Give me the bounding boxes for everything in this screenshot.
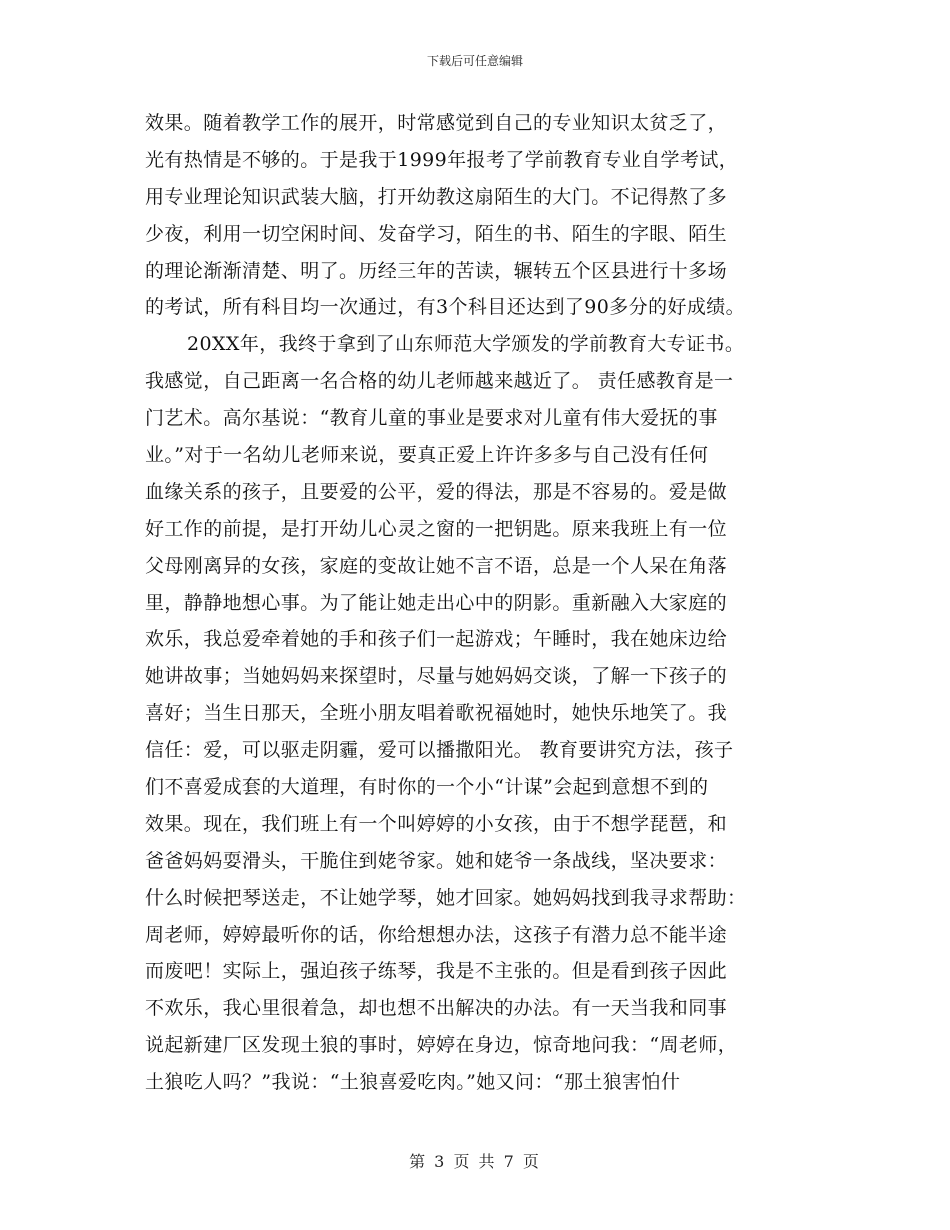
body-line: 爸爸妈妈耍滑头，干脆住到姥爷家。她和姥爷一条战线，坚决要求： <box>145 849 728 872</box>
body-line: 土狼吃人吗？”我说：“土狼喜爱吃肉。”她又问：“那土狼害怕什 <box>145 1071 681 1094</box>
paragraph-start-line: 20XX年，我终于拿到了山东师范大学颁发的学前教育大专证书。 <box>187 333 745 356</box>
body-line: 业。”对于一名幼儿老师来说，要真正爱上许许多多与自己没有任何 <box>145 444 709 467</box>
page-footer: 第 3 页 共 7 页 <box>409 1152 541 1171</box>
body-line: 喜好；当生日那天，全班小朋友唱着歌祝福她时，她快乐地笑了。我 <box>145 702 728 725</box>
body-line: 的考试，所有科目均一次通过，有3个科目还达到了90多分的好成绩。 <box>145 296 746 319</box>
body-line: 里，静静地想心事。为了能让她走出心中的阴影。重新融入大家庭的 <box>145 591 728 614</box>
body-line: 不欢乐，我心里很着急，却也想不出解决的办法。有一天当我和同事 <box>145 997 728 1020</box>
body-line: 用专业理论知识武装大脑，打开幼教这扇陌生的大门。不记得熬了多 <box>145 185 728 208</box>
body-line: 周老师，婷婷最听你的话，你给想想办法，这孩子有潜力总不能半途 <box>145 923 728 946</box>
body-line: 什么时候把琴送走，不让她学琴，她才回家。她妈妈找到我寻求帮助： <box>145 886 747 909</box>
body-line: 我感觉，自己距离一名合格的幼儿老师越来越近了。 责任感教育是一 <box>145 370 734 393</box>
body-line: 效果。现在，我们班上有一个叫婷婷的小女孩，由于不想学琵琶，和 <box>145 812 728 835</box>
body-line: 欢乐，我总爱牵着她的手和孩子们一起游戏；午睡时，我在她床边给 <box>145 628 728 651</box>
body-line: 效果。随着教学工作的展开，时常感觉到自己的专业知识太贫乏了， <box>145 112 728 134</box>
body-line: 门艺术。高尔基说：“教育儿童的事业是要求对儿童有伟大爱抚的事 <box>145 407 718 430</box>
body-line: 父母刚离异的女孩，家庭的变故让她不言不语，总是一个人呆在角落 <box>145 554 728 577</box>
body-line: 光有热情是不够的。于是我于1999年报考了学前教育专业自学考试， <box>145 148 739 171</box>
body-line: 而废吧！实际上，强迫孩子练琴，我是不主张的。但是看到孩子因此 <box>145 960 728 983</box>
body-line: 她讲故事；当她妈妈来探望时，尽量与她妈妈交谈，了解一下孩子的 <box>145 665 728 688</box>
body-line: 好工作的前提，是打开幼儿心灵之窗的一把钥匙。原来我班上有一位 <box>145 517 728 540</box>
page-header: 下载后可任意编辑 <box>426 54 523 68</box>
body-line: 们不喜爱成套的大道理，有时你的一个小“计谋”会起到意想不到的 <box>145 776 709 799</box>
body-line: 的理论渐渐清楚、明了。历经三年的苦读，辗转五个区县进行十多场 <box>145 259 728 282</box>
document-body <box>145 105 825 1101</box>
body-line: 信任：爱，可以驱走阴霾，爱可以播撒阳光。 教育要讲究方法，孩子 <box>145 739 734 762</box>
body-line: 少夜，利用一切空闲时间、发奋学习，陌生的书、陌生的字眼、陌生 <box>145 222 728 245</box>
body-line: 血缘关系的孩子，且要爱的公平，爱的得法，那是不容易的。爱是做 <box>145 480 728 503</box>
body-line: 说起新建厂区发现土狼的事时，婷婷在身边，惊奇地问我：“周老师， <box>145 1034 738 1057</box>
